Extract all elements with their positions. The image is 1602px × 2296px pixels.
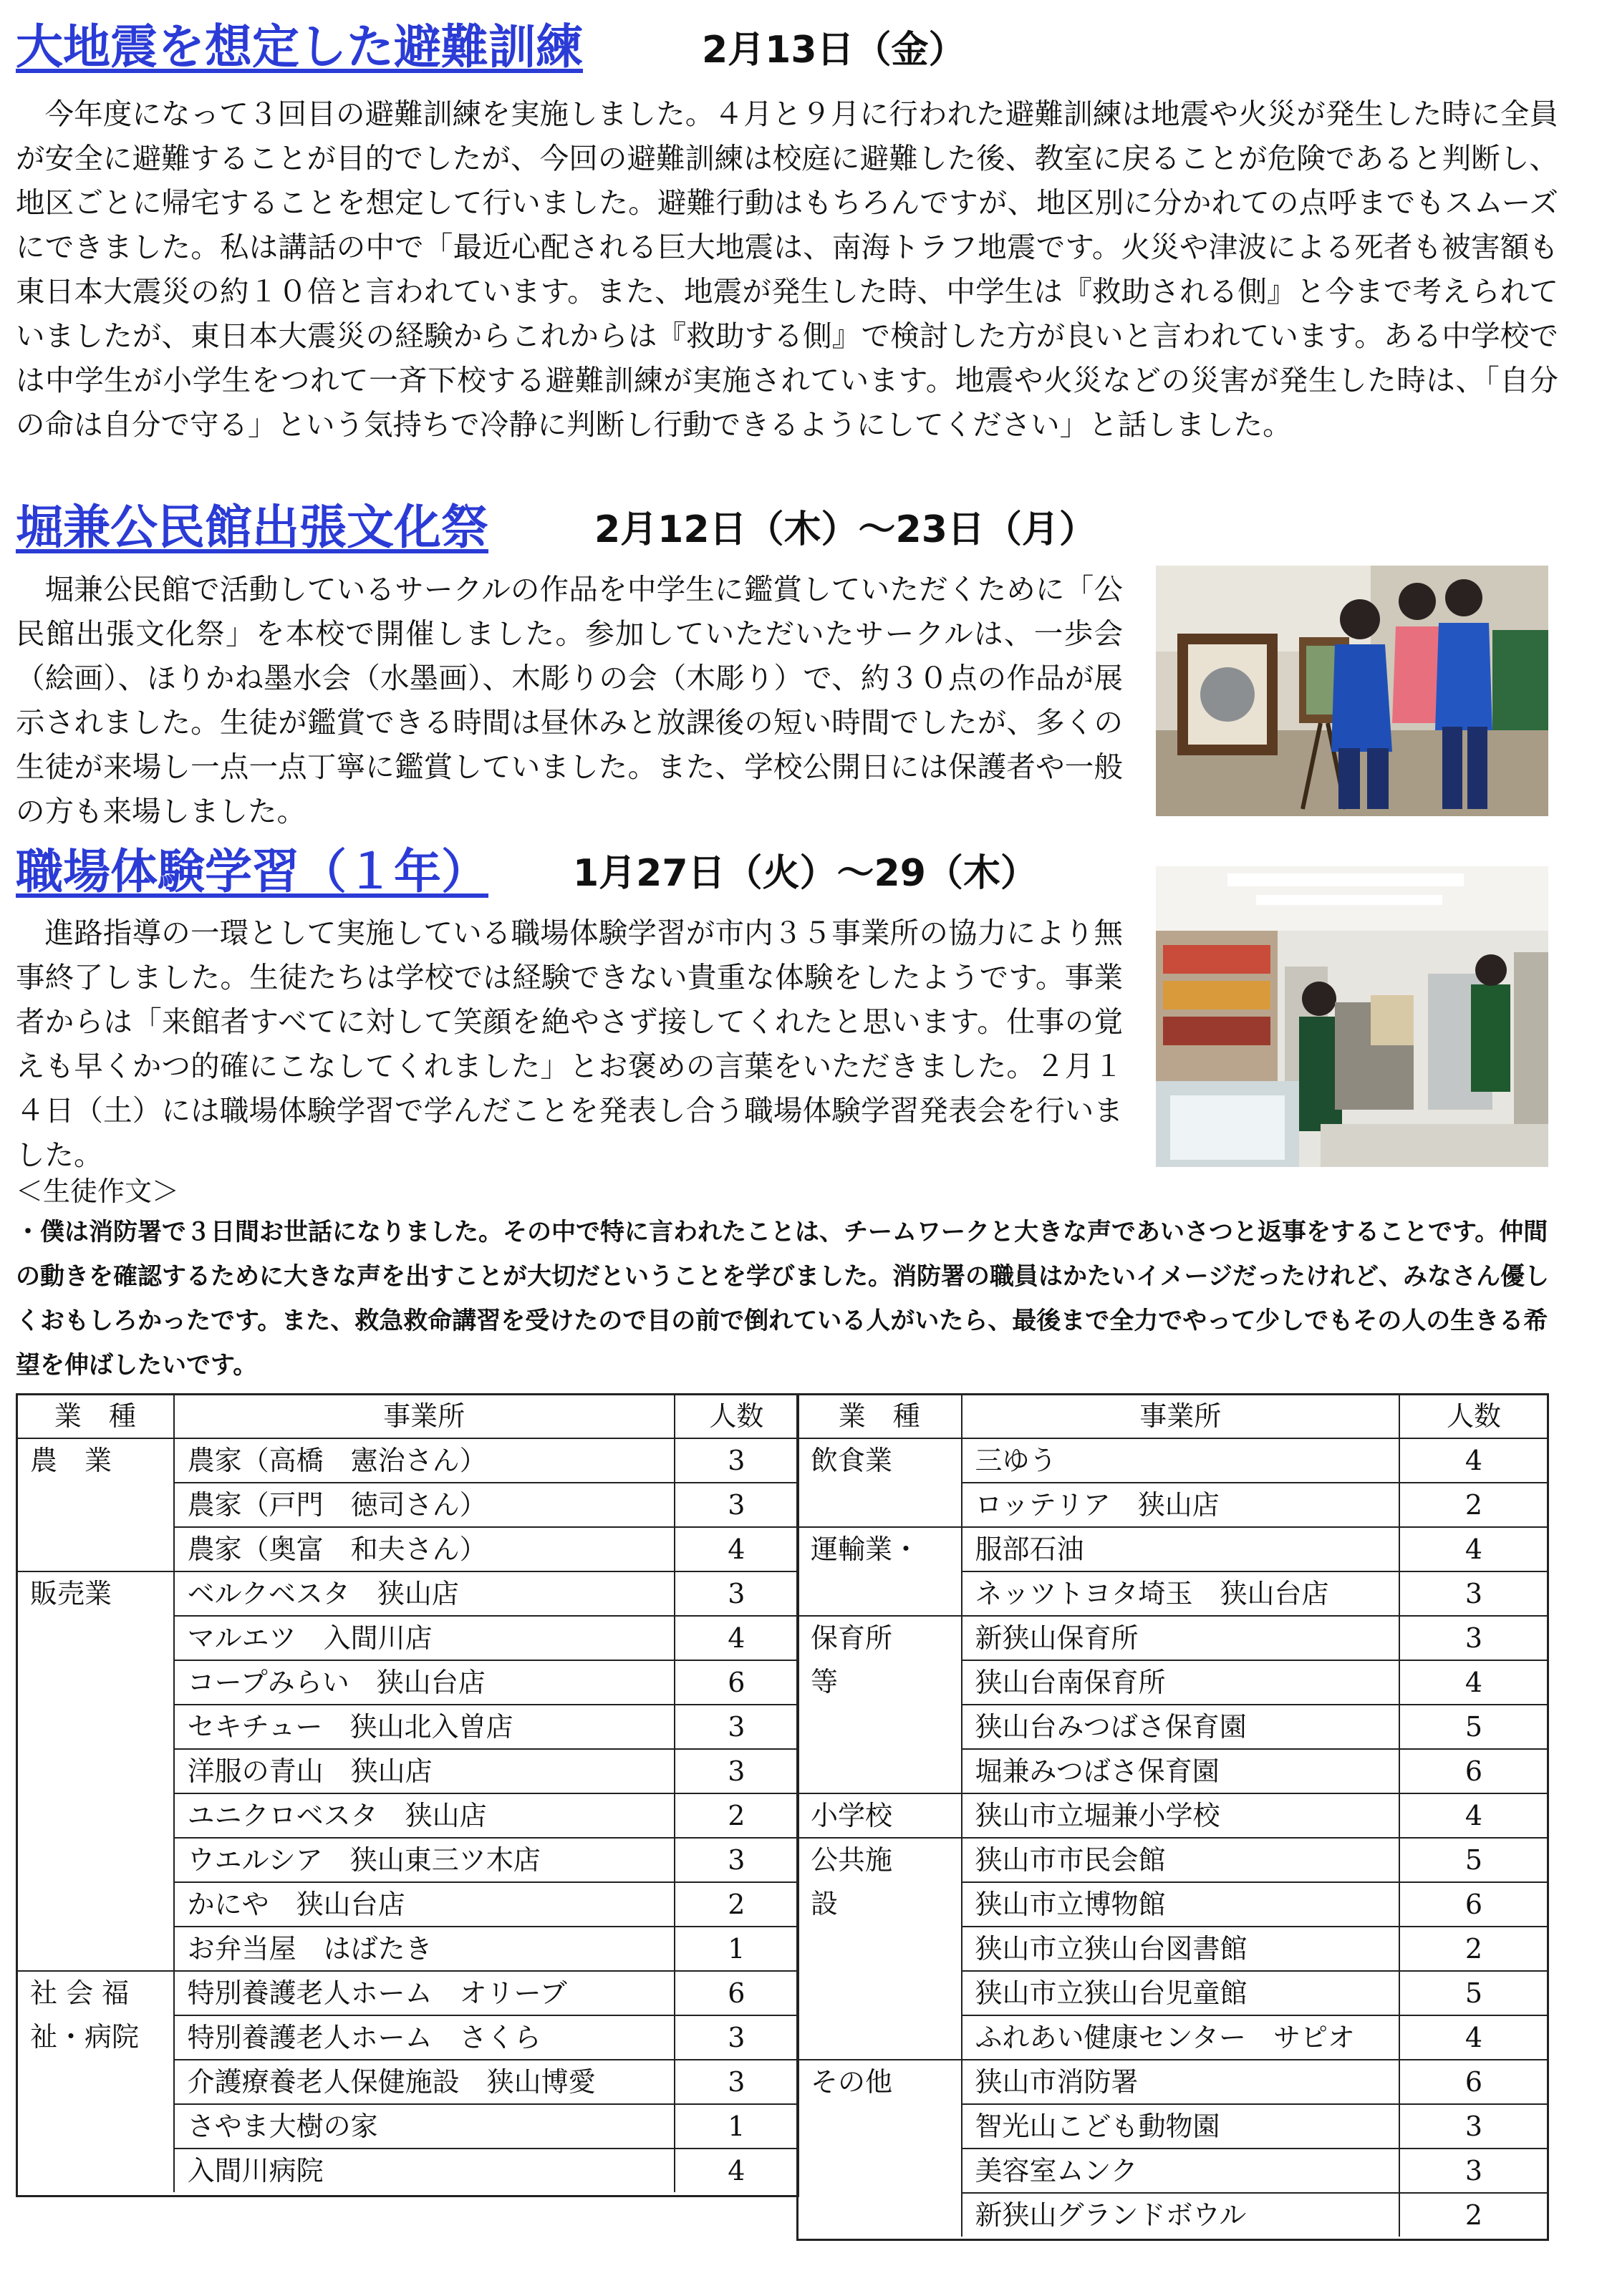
section3-body: 進路指導の一環として実施している職場体験学習が市内３５事業所の協力により無事終了しました。生徒たちは学校では経験できない貴重な体験をしたようです。事業者からは「来館者すべてに対して笑顔を絶やさず接してくれたと思います。仕事の覚えも早くかつ的確にこなしてくれました」とお褒めの言葉をいただきました。２月１４日（土）には職場体験学習で学んだことを発表し合う職場体験学習発表会を行いました。: [16, 916, 1123, 1172]
count-cell: 2: [1399, 1927, 1548, 1971]
count-cell: 4: [1399, 1660, 1548, 1705]
section2-date: 2月12日（木）～23日（月）: [594, 508, 1096, 551]
industry-cell: [16, 1660, 174, 1705]
student-essay: ・僕は消防署で３日間お世話になりました。その中で特に言われたことは、チームワークと大きな声であいさつと返事をすることです。仲間の動きを確認するために大きな声を出すことが大切だということを学びました。消防署の職員はかたいイメージだったけれど、みなさん優しくおもしろかったです。また、救急救命講習を受けたので目の前で倒れている人がいたら、最後まで全力でやって少しでもその人の生きる希望を伸ばしたいです。: [16, 1218, 1549, 1380]
table-row: [16, 1882, 798, 1927]
table-row: [797, 1527, 1548, 1571]
count-cell: 3: [1399, 1571, 1548, 1616]
table-row: [797, 1616, 1548, 1660]
count-cell: 3: [675, 1571, 798, 1616]
table-row: [797, 1571, 1548, 1616]
count-cell: 3: [675, 1705, 798, 1749]
table-row: [797, 1793, 1548, 1838]
business-cell: さやま大樹の家: [174, 2104, 675, 2149]
table-row: [16, 2149, 798, 2192]
workplace-table-right: [796, 1395, 1549, 2237]
count-cell: 6: [675, 1971, 798, 2015]
industry-cell: [797, 1571, 962, 1616]
count-cell: 5: [1399, 1838, 1548, 1882]
count-cell: 3: [675, 2060, 798, 2104]
table-row: [16, 1571, 798, 1616]
business-cell: 特別養護老人ホーム さくら: [174, 2015, 675, 2060]
table-row: [797, 1838, 1548, 1882]
business-cell: ユニクロベスタ 狭山店: [174, 1793, 675, 1838]
table-row: [797, 1927, 1548, 1971]
industry-cell: [797, 2104, 962, 2149]
workplace-photo: [1156, 866, 1548, 1167]
business-cell: 農家（高橋 憲治さん）: [174, 1438, 675, 1483]
count-cell: 4: [1399, 1793, 1548, 1838]
count-cell: 4: [1399, 1438, 1548, 1483]
industry-cell: 販売業: [16, 1571, 174, 1616]
workplace-table-left: [16, 1395, 799, 2192]
count-cell: 4: [675, 2149, 798, 2192]
count-cell: 3: [1399, 2104, 1548, 2149]
count-cell: 1: [675, 2104, 798, 2149]
count-cell: 6: [1399, 1749, 1548, 1793]
business-cell: 狭山台南保育所: [962, 1660, 1400, 1705]
business-cell: ふれあい健康センター サピオ: [962, 2015, 1400, 2060]
industry-cell: [16, 1616, 174, 1660]
industry-cell: 小学校: [797, 1793, 962, 1838]
count-header: 人数: [1399, 1395, 1548, 1438]
business-cell: 新狭山保育所: [962, 1616, 1400, 1660]
table-row: [16, 1438, 798, 1483]
table-row: [797, 1483, 1548, 1527]
table-row: [16, 1616, 798, 1660]
count-cell: 2: [1399, 1483, 1548, 1527]
business-cell: ロッテリア 狭山店: [962, 1483, 1400, 1527]
business-cell: マルエツ 入間川店: [174, 1616, 675, 1660]
table-row: [16, 1527, 798, 1571]
industry-cell: 祉・病院: [16, 2015, 174, 2060]
industry-cell: [797, 2149, 962, 2193]
section1-body: 今年度になって３回目の避難訓練を実施しました。４月と９月に行われた避難訓練は地震や火災が発生した時に全員が安全に避難することが目的でしたが、今回の避難訓練は校庭に避難した後、教室に戻ることが危険であると判断し、地区ごとに帰宅することを想定して行いました。避難行動はもちろんですが、地区別に分かれての点呼までもスムーズにできました。私は講話の中で「最近心配される巨大地震は、南海トラフ地震です。火災や津波による死者も被害額も東日本大震災の約１０倍と言われています。また、地震が発生した時、中学生は『救助される側』と今まで考えられていましたが、東日本大震災の経験からこれからは『救助する側』で検討した方が良いと言われています。ある中学校では中学生が小学生をつれて一斉下校する避難訓練が実施されています。地震や火災などの災害が発生した時は、「自分の命は自分で守る」という気持ちで冷静に判断し行動できるようにしてください」と話しました。: [16, 97, 1558, 442]
industry-cell: [797, 1971, 962, 2015]
count-cell: 3: [675, 1483, 798, 1527]
count-cell: 5: [1399, 1971, 1548, 2015]
count-cell: 3: [1399, 1616, 1548, 1660]
table-row: [16, 2104, 798, 2149]
exhibition-photo: [1156, 566, 1548, 816]
table-row: [16, 1927, 798, 1971]
business-cell: コープみらい 狭山台店: [174, 1660, 675, 1705]
table-row: [797, 2015, 1548, 2060]
industry-cell: [16, 1527, 174, 1571]
count-cell: 2: [675, 1882, 798, 1927]
business-cell: 美容室ムンク: [962, 2149, 1400, 2193]
industry-cell: 農 業: [16, 1438, 174, 1483]
table-row: [16, 1483, 798, 1527]
business-cell: 智光山こども動物園: [962, 2104, 1400, 2149]
industry-cell: [797, 1483, 962, 1527]
count-cell: 3: [675, 1749, 798, 1793]
essay-label: ＜生徒作文＞: [16, 1176, 180, 1207]
industry-cell: [16, 2149, 174, 2192]
industry-cell: 公共施: [797, 1838, 962, 1882]
industry-cell: 運輸業・: [797, 1527, 962, 1571]
business-cell: 狭山市消防署: [962, 2060, 1400, 2104]
business-cell: セキチュー 狭山北入曽店: [174, 1705, 675, 1749]
table-row: [797, 2060, 1548, 2104]
industry-cell: [797, 1927, 962, 1971]
business-cell: 狭山市市民会館: [962, 1838, 1400, 1882]
industry-cell: [16, 1749, 174, 1793]
industry-cell: その他: [797, 2060, 962, 2104]
business-cell: 狭山市立堀兼小学校: [962, 1793, 1400, 1838]
business-cell: ネッツトヨタ埼玉 狭山台店: [962, 1571, 1400, 1616]
industry-cell: 飲食業: [797, 1438, 962, 1483]
business-cell: 農家（奥富 和夫さん）: [174, 1527, 675, 1571]
section2-body: 堀兼公民館で活動しているサークルの作品を中学生に鑑賞していただくために「公民館出張文化祭」を本校で開催しました。参加していただいたサークルは、一歩会（絵画）、ほりかね墨水会（水墨画）、木彫りの会（木彫り）で、約３０点の作品が展示されました。生徒が鑑賞できる時間は昼休みと放課後の短い時間でしたが、多くの生徒が来場し一点一点丁寧に鑑賞していました。また、学校公開日には保護者や一般の方も来場しました。: [16, 572, 1123, 828]
business-cell: 介護療養老人保健施設 狭山博愛: [174, 2060, 675, 2104]
industry-cell: [16, 1705, 174, 1749]
business-cell: 堀兼みつばさ保育園: [962, 1749, 1400, 1793]
industry-header: 業 種: [797, 1395, 962, 1438]
table-row: [16, 1705, 798, 1749]
table-header-row: [16, 1395, 798, 1438]
industry-cell: [16, 1838, 174, 1882]
table-row: [797, 1749, 1548, 1793]
section1-date: 2月13日（金）: [702, 29, 966, 72]
industry-cell: [16, 2060, 174, 2104]
business-cell: 狭山市立博物館: [962, 1882, 1400, 1927]
business-cell: 新狭山グランドボウル: [962, 2193, 1400, 2237]
business-cell: 洋服の青山 狭山店: [174, 1749, 675, 1793]
business-cell: 狭山台みつばさ保育園: [962, 1705, 1400, 1749]
count-cell: 1: [675, 1927, 798, 1971]
table-row: [797, 2193, 1548, 2237]
table-row: [16, 1793, 798, 1838]
business-cell: 狭山市立狭山台図書館: [962, 1927, 1400, 1971]
business-cell: お弁当屋 はばたき: [174, 1927, 675, 1971]
table-row: [797, 1971, 1548, 2015]
industry-cell: [16, 1882, 174, 1927]
count-cell: 6: [1399, 1882, 1548, 1927]
count-cell: 6: [675, 1660, 798, 1705]
table-row: [797, 1660, 1548, 1705]
count-cell: 3: [675, 1838, 798, 1882]
business-cell: 服部石油: [962, 1527, 1400, 1571]
section3-date: 1月27日（火）～29（木）: [573, 852, 1038, 895]
business-header: 事業所: [174, 1395, 675, 1438]
business-cell: 特別養護老人ホーム オリーブ: [174, 1971, 675, 2015]
industry-cell: [797, 2193, 962, 2237]
business-cell: 入間川病院: [174, 2149, 675, 2192]
industry-cell: [16, 1793, 174, 1838]
industry-cell: 等: [797, 1660, 962, 1705]
count-cell: 3: [1399, 2149, 1548, 2193]
industry-cell: [16, 1927, 174, 1971]
table-row: [797, 2149, 1548, 2193]
count-cell: 4: [675, 1616, 798, 1660]
business-cell: ベルクベスタ 狭山店: [174, 1571, 675, 1616]
industry-cell: 設: [797, 1882, 962, 1927]
table-row: [16, 1749, 798, 1793]
count-cell: 3: [675, 1438, 798, 1483]
count-cell: 2: [1399, 2193, 1548, 2237]
industry-cell: 保育所: [797, 1616, 962, 1660]
business-cell: 狭山市立狭山台児童館: [962, 1971, 1400, 2015]
count-cell: 5: [1399, 1705, 1548, 1749]
count-cell: 4: [1399, 1527, 1548, 1571]
count-cell: 3: [675, 2015, 798, 2060]
table-row: [16, 2015, 798, 2060]
business-cell: 三ゆう: [962, 1438, 1400, 1483]
business-cell: かにや 狭山台店: [174, 1882, 675, 1927]
count-header: 人数: [675, 1395, 798, 1438]
industry-cell: 社 会 福: [16, 1971, 174, 2015]
business-header: 事業所: [962, 1395, 1400, 1438]
section1-title: 大地震を想定した避難訓練: [16, 19, 583, 74]
count-cell: 6: [1399, 2060, 1548, 2104]
industry-cell: [797, 1749, 962, 1793]
section3-title: 職場体験学習（１年）: [16, 844, 488, 899]
industry-cell: [797, 1705, 962, 1749]
table-row: [16, 1971, 798, 2015]
table-row: [797, 2104, 1548, 2149]
table-row: [16, 1838, 798, 1882]
industry-cell: [16, 1483, 174, 1527]
table-row: [797, 1438, 1548, 1483]
business-cell: ウエルシア 狭山東三ツ木店: [174, 1838, 675, 1882]
count-cell: 4: [675, 1527, 798, 1571]
section2-title: 堀兼公民館出張文化祭: [16, 500, 488, 555]
industry-cell: [797, 2015, 962, 2060]
table-row: [797, 1705, 1548, 1749]
business-cell: 農家（戸門 徳司さん）: [174, 1483, 675, 1527]
table-row: [16, 2060, 798, 2104]
count-cell: 4: [1399, 2015, 1548, 2060]
table-header-row: [797, 1395, 1548, 1438]
industry-header: 業 種: [16, 1395, 174, 1438]
industry-cell: [16, 2104, 174, 2149]
table-row: [797, 1882, 1548, 1927]
table-row: [16, 1660, 798, 1705]
count-cell: 2: [675, 1793, 798, 1838]
